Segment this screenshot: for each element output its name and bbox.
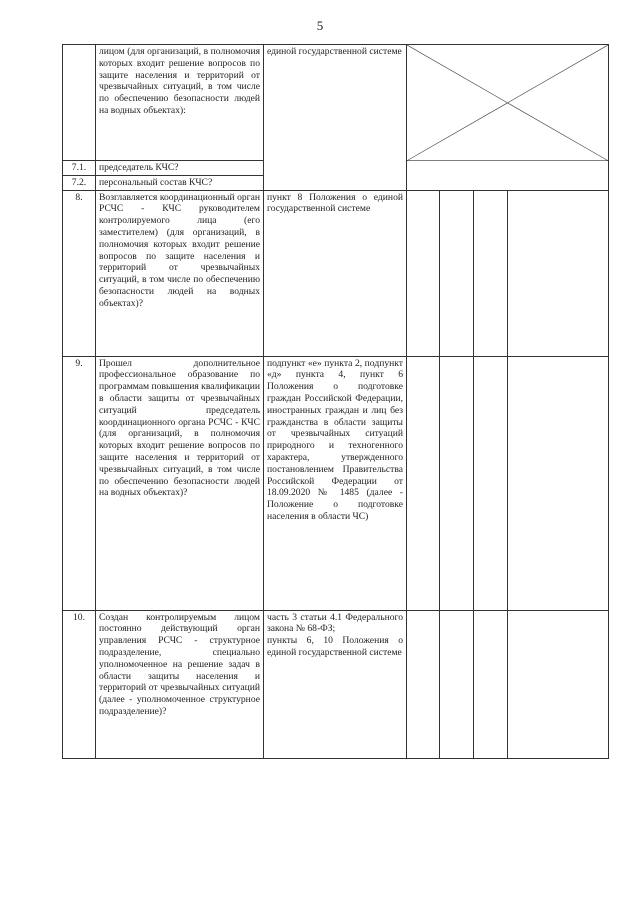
table-row: [63, 45, 609, 161]
question-text: Возглавляется координационный орган РСЧС - КЧС руководителем контролируемого лица (его заместителем) (для организаций, в полномочия которых входит решение вопросов по защите населения и территорий от чрезвычайных ситуаций, в том числе по обеспечению безопасности людей на водных объектах)?: [96, 190, 264, 356]
row-number: 7.2.: [63, 175, 96, 190]
crossed-out-cell: [407, 45, 609, 191]
answer-cell: [407, 356, 440, 610]
question-text: Создан контролируемым лицом постоянно действующий орган управления РСЧС - структурное подразделение, специально уполномоченное на решение задач в области защиты населения и территорий от чрезвычайных ситуаций (далее - уполномоченное структурное подразделение)?: [96, 610, 264, 758]
row-number: 10.: [63, 610, 96, 758]
table-row: [63, 610, 609, 758]
answer-cell: [407, 610, 440, 758]
table-row: [63, 356, 609, 610]
answer-cell: [440, 356, 474, 610]
cross-lines: [407, 45, 608, 190]
answer-cell: [474, 356, 508, 610]
reference-text: подпункт «е» пункта 2, подпункт «д» пункта 4, пункт 6 Положения о подготовке граждан Российской Федерации, иностранных граждан и лиц без гражданства в области защиты от чрезвычайных ситуаций природного и техногенного характера, утвержденного постановлением Правительства Российской Федерации от 18.09.2020 № 1485 (далее - Положение о подготовке населения в области ЧС): [264, 356, 407, 610]
question-text: персональный состав КЧС?: [96, 175, 264, 190]
answer-cell: [407, 190, 440, 356]
reference-text: пункт 8 Положения о единой государственной системе: [264, 190, 407, 356]
reference-text: единой государственной системе: [264, 45, 407, 191]
note-cell: [508, 190, 609, 356]
reference-line: пункты 6, 10 Положения о единой государственной системе: [267, 635, 403, 658]
table-row: [63, 190, 609, 356]
answer-cell: [474, 610, 508, 758]
row-number: 9.: [63, 356, 96, 610]
row-number: 7.1.: [63, 161, 96, 176]
answer-cell: [440, 610, 474, 758]
note-cell: [508, 610, 609, 758]
question-text: председатель КЧС?: [96, 161, 264, 176]
answer-cell: [474, 190, 508, 356]
row-number: 8.: [63, 190, 96, 356]
page-number: 5: [316, 18, 324, 33]
answer-cell: [440, 190, 474, 356]
note-cell: [508, 356, 609, 610]
reference-text: [264, 610, 407, 758]
row-number: [63, 45, 96, 161]
question-text: Прошел дополнительное профессиональное образование по программам повышения квалификации в области защиты от чрезвычайных ситуаций председатель координационного органа РСЧС - КЧС (для организаций, в полномочия которых входит решение вопросов по защите населения и территорий от чрезвычайных ситуаций, в том числе по обеспечению безопасности людей на водных объектах)?: [96, 356, 264, 610]
question-text: лицом (для организаций, в полномочия которых входит решение вопросов по защите населения и территорий от чрезвычайных ситуаций, в том числе по обеспечению безопасности людей на водных объектах):: [96, 45, 264, 161]
checklist-table: [62, 44, 609, 759]
reference-line: часть 3 статьи 4.1 Федерального закона № 68-ФЗ;: [267, 611, 403, 635]
